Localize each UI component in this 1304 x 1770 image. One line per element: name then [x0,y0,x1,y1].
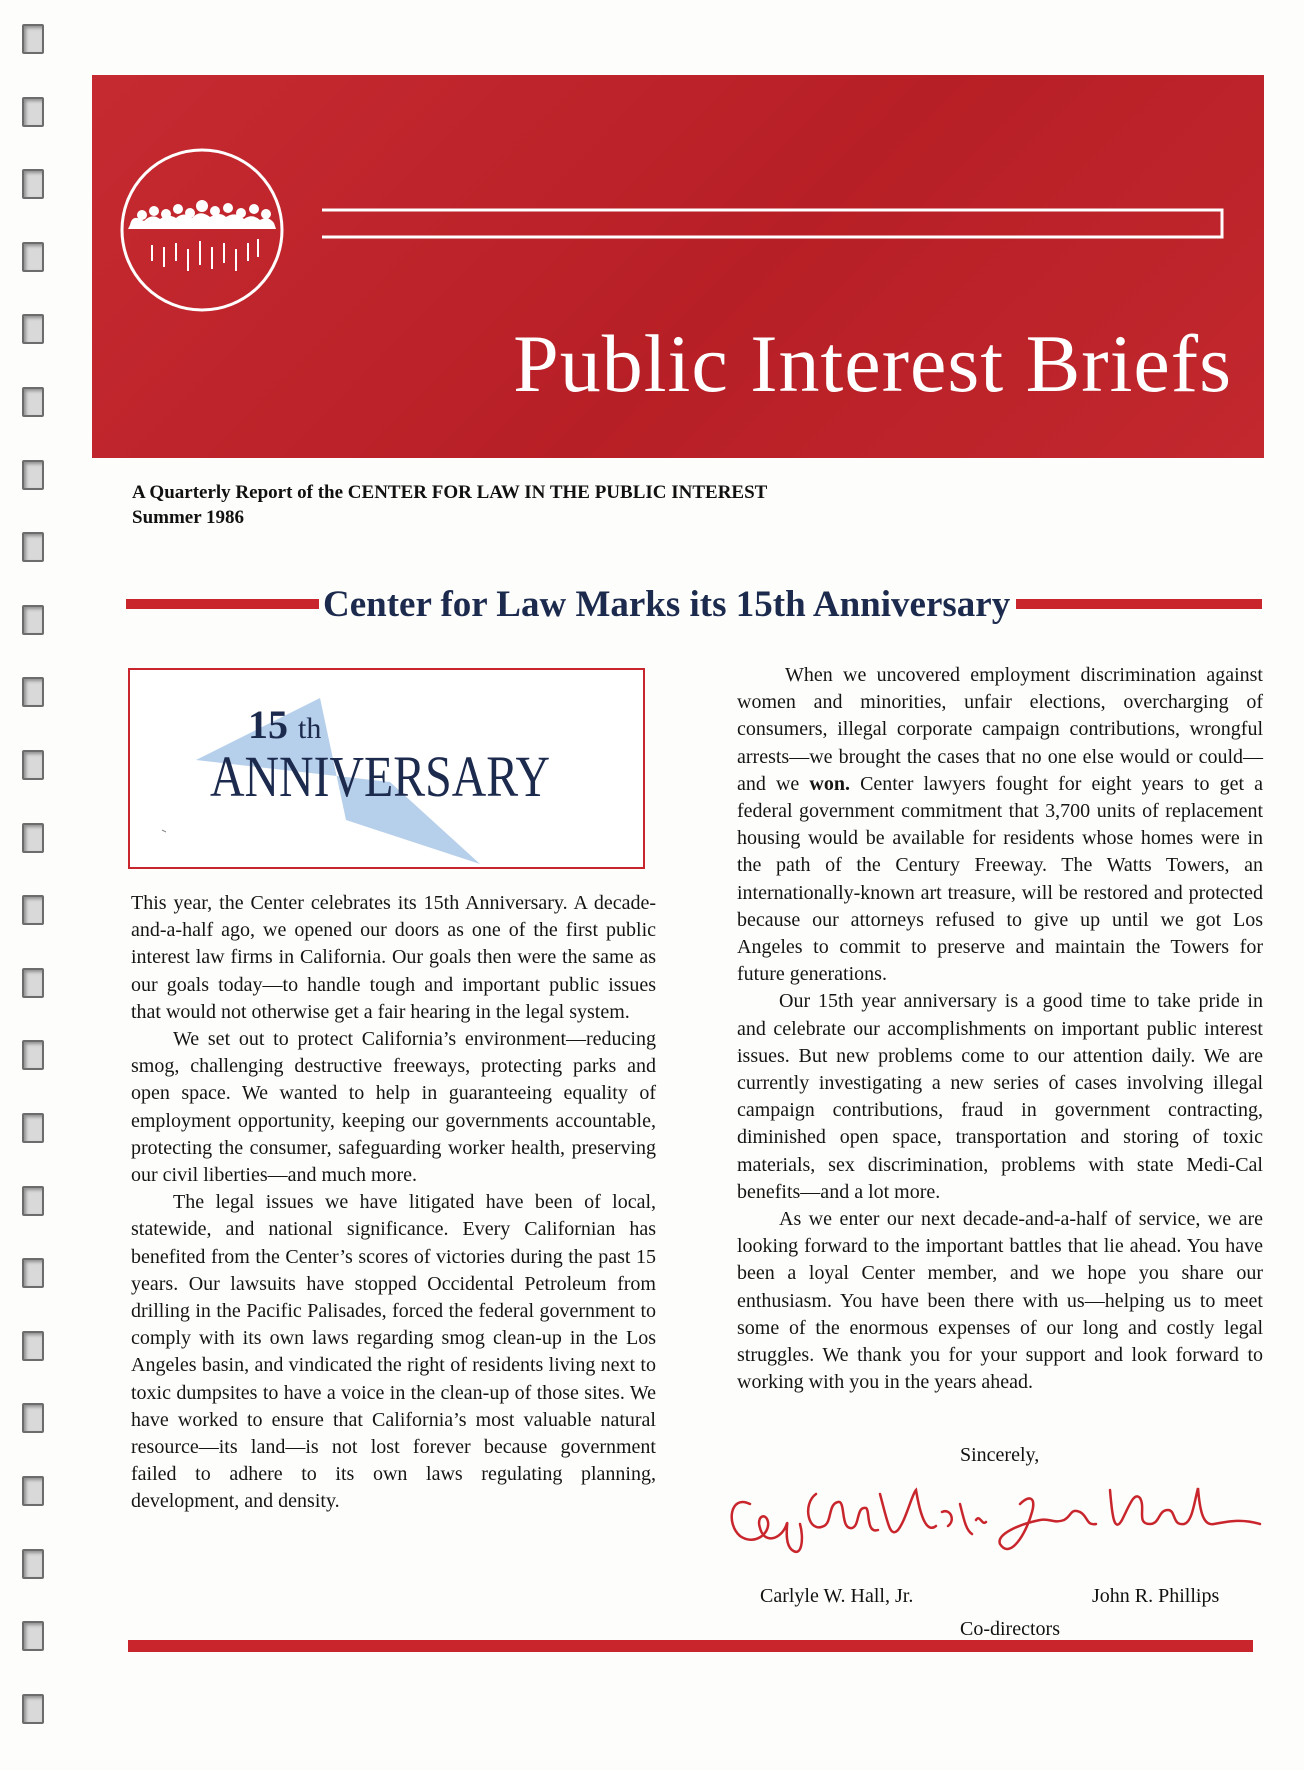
masthead-title: Public Interest Briefs [513,318,1232,409]
binding-hole [22,1403,44,1433]
paragraph-anniversary: Our 15th year anniversary is a good time to take pride in and celebrate our accomplishments on important public interest issues. But new problems come to our attention daily. We are currently investigating a new series of cases involving illegal campaign contributions, fraud in government contracting, diminished open space, transportation and storing of toxic materials, sex discrimination, problems with state Medi-Cal benefits—and a lot more. [737,990,1263,1203]
anniversary-logo-box [128,668,645,869]
binding-hole [22,387,44,417]
signers-title: Co-directors [960,1618,1060,1640]
report-description: A Quarterly Report of the CENTER FOR LAW IN THE PUBLIC INTEREST [132,482,768,503]
headline-rule-left [126,599,319,609]
victories-text-b: Center lawyers fought for eight years to get a federal government commitment that 3,700 units of replacement housing would be available for residents whose homes were in the path of the Century Freeway. The Watts Towers, an internationally-known art treasure, will be restored and protected because our attorneys refused to give up until we got Los Angeles to commit to preserve and maintain the Towers for future generations. [737,772,1263,986]
binding-hole [22,24,44,54]
masthead-banner [92,75,1264,458]
paragraph-goals: We set out to protect California’s environment—reducing smog, challenging destructive freeways, protecting parks and open space. We wanted to help in guaranteeing equality of employment opportunity, keeping our governments accountable, protecting the consumer, safeguarding worker health, preserving our civil liberties—and much more. [131,1028,656,1187]
binding-hole [22,169,44,199]
binding-hole [22,968,44,998]
binding-hole [22,1621,44,1651]
right-column-text [737,662,1263,1396]
binding-hole [22,1331,44,1361]
anniversary-suffix: th [298,712,322,745]
binding-hole [22,1694,44,1724]
paragraph-legal-issues: The legal issues we have litigated have been of local, statewide, and national significance. Every Californian has benefited from the Center’s scores of victories during the past 15 years. Our lawsuits have stopped Occidental Petroleum from drilling in the Pacific Palisades, forced the federal government to comply with its own laws regarding smog clean-up in the Los Angeles basin, and vindicated the right of residents living next to toxic dumpsites to have a voice in the clean-up of those sites. We have worked to ensure that California’s most valuable natural resource—its land—is not lost forever because government failed to adhere to its own laws regulating planning, development, and density. [131,1191,656,1513]
binding-hole [22,314,44,344]
binding-hole [22,97,44,127]
anniversary-word: ANNIVERSARY [210,744,550,809]
report-subheader [132,480,767,530]
signatures-graphic [720,1464,1280,1574]
binding-hole [22,1040,44,1070]
closing-sincerely: Sincerely, [960,1444,1040,1466]
binding-hole [22,1258,44,1288]
binding-hole [22,895,44,925]
binding-hole [22,677,44,707]
paragraph-victories [737,662,1263,988]
paragraph-looking-forward: As we enter our next decade-and-a-half of service, we are looking forward to the important battles that lie ahead. You have been a loyal Center member, and we hope you share our enthusiasm. You have been there with us—helping us to meet some of the enormous expenses of our long and costly legal struggles. We thank you for your support and look forward to working with you in the years ahead. [737,1208,1263,1394]
binding-hole [22,532,44,562]
binding-hole [22,1113,44,1143]
article-headline: Center for Law Marks its 15th Anniversary [323,583,1011,625]
victories-text-a: When we uncovered employment discrimination against women and minorities, unfair elections, overcharging of consumers, illegal corporate campaign contributions, wrongful arrests—we brought the cases that no one else would or could—and we [737,664,1263,795]
binding-hole [22,242,44,272]
signer-hall: Carlyle W. Hall, Jr. [760,1585,914,1607]
signer-phillips: John R. Phillips [1092,1585,1220,1607]
headline-rule-right [1016,599,1262,609]
headline-row [126,580,1262,628]
signature-phillips-icon [1000,1488,1260,1549]
anniversary-number: 15 [248,702,288,747]
issue-date: Summer 1986 [132,507,245,528]
binding-hole [22,750,44,780]
binding-hole [22,1476,44,1506]
anniversary-triangle-icon [130,670,643,867]
binding-hole [22,823,44,853]
spiral-binding [0,0,60,1770]
signature-hall-icon [732,1490,986,1552]
binding-hole [22,460,44,490]
left-column-text [131,890,656,1516]
binding-hole [22,605,44,635]
won-emphasis: won. [809,772,850,795]
binding-hole [22,1549,44,1579]
bottom-red-rule [128,1640,1253,1652]
binding-hole [22,1186,44,1216]
paragraph-intro: This year, the Center celebrates its 15th Anniversary. A decade-and-a-half ago, we opened our doors as one of the first public interest law firms in California. Our goals then were the same as our goals today—to handle tough and important public issues that would not otherwise get a fair hearing in the legal system. [131,892,656,1023]
